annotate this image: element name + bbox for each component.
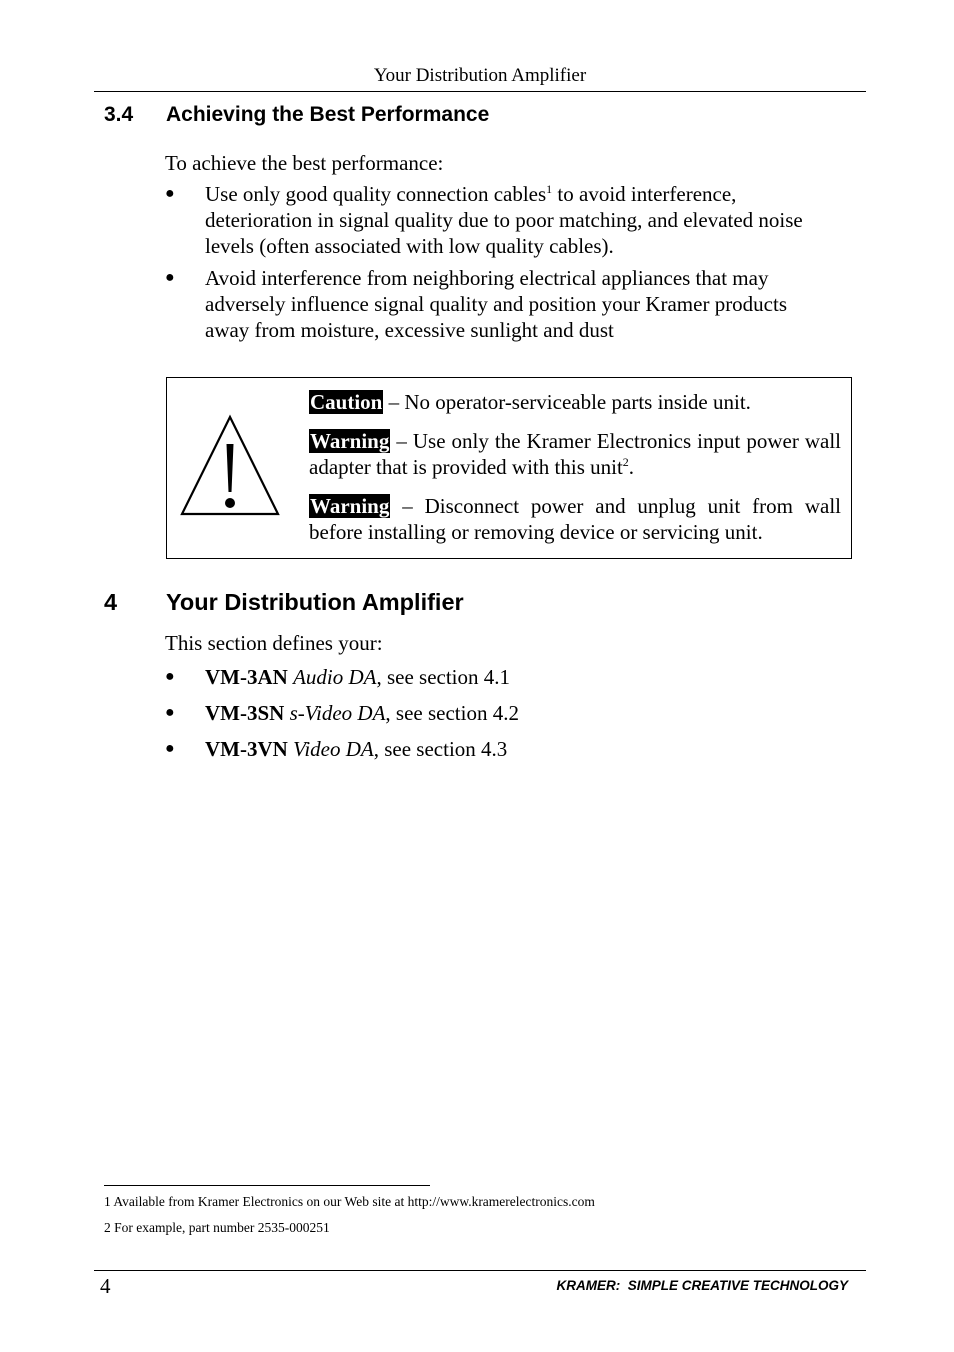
performance-bullet-list: [165, 181, 815, 349]
list-item: [165, 265, 815, 343]
bullet-text: Avoid interference from neighboring electrical appliances that may adversely influence signal quality and position your Kramer products away from moisture, excessive sunlight and dust: [205, 266, 788, 342]
footnote-1: 1 Available from Kramer Electronics on our Web site at http://www.kramerelectronics.com: [104, 1194, 595, 1209]
bullet-icon: ●: [165, 704, 175, 721]
warning-label: Warning: [310, 429, 390, 453]
warning-text: – Use only the Kramer Electronics input power wall adapter that is provided with this unit: [309, 429, 841, 479]
bullet-text: Use only good quality connection cables: [205, 182, 547, 206]
warning-notice-disconnect: [309, 493, 841, 545]
warning-triangle-icon: [179, 414, 281, 518]
footnote-ref: 2: [622, 455, 629, 469]
bullet-icon: ●: [165, 668, 175, 685]
list-item: [165, 181, 815, 259]
model-type: Video DA: [293, 737, 374, 761]
caution-text: – No operator-serviceable parts inside unit.: [383, 390, 751, 414]
warning-label: Warning: [310, 494, 390, 518]
bullet-icon: ●: [165, 740, 175, 757]
section-ref: , see section 4.3: [373, 737, 508, 761]
section-3-4-intro: To achieve the best performance:: [165, 151, 444, 175]
caution-label: Caution: [310, 390, 383, 414]
section-title: Achieving the Best Performance: [166, 103, 490, 126]
model-type: Audio DA: [293, 665, 377, 689]
page-number: 4: [100, 1274, 111, 1298]
footnote-rule: [104, 1185, 430, 1186]
bullet-icon: ●: [165, 185, 175, 202]
model-name: VM-3SN: [205, 701, 285, 725]
section-ref: , see section 4.2: [385, 701, 519, 725]
list-item: [165, 700, 815, 726]
section-number: 4: [104, 589, 118, 615]
caution-notice: [309, 389, 841, 415]
warning-text: – Disconnect power and unplug unit from wall before installing or removing device or servicing unit.: [309, 494, 841, 544]
footnote-2: 2 For example, part number 2535-000251: [104, 1220, 330, 1235]
model-name: VM-3AN: [205, 665, 288, 689]
footnote-ref: 1: [546, 182, 553, 196]
footer-rule: [94, 1270, 866, 1271]
section-number: 3.4: [104, 103, 134, 126]
model-name: VM-3VN: [205, 737, 288, 761]
warning-notice-power-adapter: [309, 428, 841, 480]
model-type: s-Video DA: [289, 701, 386, 725]
safety-notice-box: [166, 377, 852, 559]
section-ref: , see section 4.1: [376, 665, 511, 689]
product-list: [165, 664, 815, 772]
bullet-text-cont: to avoid interference, deterioration in signal quality due to poor matching, and elevated noise levels (often associated with low quality cables).: [205, 182, 803, 258]
footer-brand: KRAMER: SIMPLE CREATIVE TECHNOLOGY: [556, 1278, 848, 1293]
section-4-intro: This section defines your:: [165, 631, 383, 655]
warning-text-end: .: [628, 455, 635, 479]
section-title: Your Distribution Amplifier: [166, 589, 464, 615]
bullet-icon: ●: [165, 269, 175, 286]
safety-notice-text: [309, 389, 841, 558]
header-rule: [94, 91, 866, 92]
list-item: [165, 664, 815, 690]
running-header: Your Distribution Amplifier: [373, 65, 587, 86]
list-item: [165, 736, 815, 762]
